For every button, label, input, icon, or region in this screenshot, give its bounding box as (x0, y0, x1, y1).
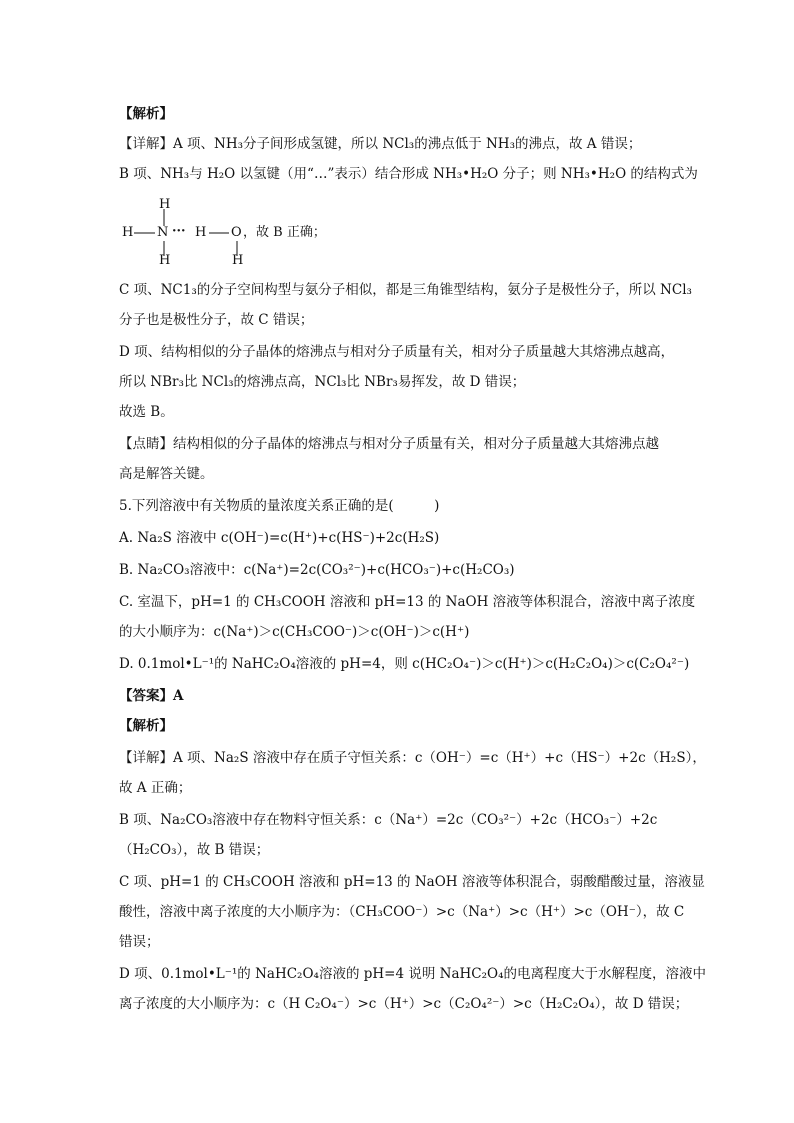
option-c-line-2: 的大小顺序为：c(Na⁺)＞c(CH₃COO⁻)＞c(OH⁻)＞c(H⁺) (119, 624, 470, 640)
detail-line-d1: D 项、结构相似的分子晶体的熔沸点与相对分子质量有关，相对分子质量越大其熔沸点越高， (119, 344, 675, 360)
section-analysis-heading: 【解析】 (119, 106, 173, 122)
answer-detail-d1: D 项、0.1mol•L⁻¹的 NaHC₂O₄溶液的 pH=4 说明 NaHC₂O₄的电离程度大于水解程度，溶液中 (119, 966, 706, 982)
detail-line-b: B 项、NH₃与 H₂O 以氢键（用“…”表示）结合形成 NH₃•H₂O 分子；则 NH₃•H₂O 的结构式为 (119, 166, 698, 182)
atom-h-top: H (159, 197, 171, 212)
answer-detail-a1: 【详解】A 项、Na₂S 溶液中存在质子守恒关系：c（OH⁻）=c（H⁺）+c（HS⁻）+2c（H₂S）， (119, 750, 706, 766)
detail-line-a: 【详解】A 项、NH₃分子间形成氢键，所以 NCl₃的沸点低于 NH₃的沸点，故 A 错误； (119, 136, 642, 152)
answer-detail-c3: 错误； (119, 934, 160, 950)
answer-detail-a2: 故 A 正确； (119, 780, 192, 796)
key-point-line-2: 高是解答关键。 (119, 466, 214, 482)
answer-line: 【答案】A (119, 688, 184, 704)
detail-line-c2: 分子也是极性分子，故 C 错误； (119, 312, 314, 328)
option-c-line-1: C. 室温下，pH=1 的 CH₃COOH 溶液和 pH=13 的 NaOH 溶液等体积混合，溶液中离子浓度 (119, 594, 696, 610)
answer-detail-c1: C 项、pH=1 的 CH₃COOH 溶液和 pH=13 的 NaOH 溶液等体积混合，弱酸醋酸过量，溶液显 (119, 874, 705, 890)
atom-h-on-o: H (232, 253, 244, 268)
option-b: B. Na₂CO₃溶液中：c(Na⁺)=2c(CO₃²⁻)+c(HCO₃⁻)+c(H₂CO₃) (119, 562, 515, 578)
structure-suffix: ，故 B 正确； (243, 225, 326, 240)
atom-o: O (231, 225, 242, 240)
atom-h-bridge: H (195, 225, 207, 240)
key-point-line-1: 【点睛】结构相似的分子晶体的熔沸点与相对分子质量有关，相对分子质量越大其熔沸点越 (119, 436, 659, 452)
question-5-stem: 5.下列溶液中有关物质的量浓度关系正确的是( ) (119, 498, 440, 514)
answer-detail-b2: （H₂CO₃），故 B 错误； (119, 842, 270, 858)
answer-detail-c2: 酸性，溶液中离子浓度的大小顺序为：（CH₃COO⁻）>c（Na⁺）>c（H⁺）>c（OH⁻），故 C (119, 904, 685, 920)
detail-line-d2: 所以 NBr₃比 NCl₃的熔沸点高，NCl₃比 NBr₃易挥发，故 D 错误； (119, 374, 526, 390)
section-analysis-heading-2: 【解析】 (119, 718, 173, 734)
answer-detail-b1: B 项、Na₂CO₃溶液中存在物料守恒关系：c（Na⁺）=2c（CO₃²⁻）+2c（HCO₃⁻）+2c (119, 812, 658, 828)
option-d: D. 0.1mol•L⁻¹的 NaHC₂O₄溶液的 pH=4，则 c(HC₂O₄⁻)＞c(H⁺)＞c(H₂C₂O₄)＞c(C₂O₄²⁻) (119, 656, 690, 672)
conclusion-line: 故选 B。 (119, 404, 174, 420)
answer-detail-d2: 离子浓度的大小顺序为：c（H C₂O₄⁻）>c（H⁺）>c（C₂O₄²⁻）>c（H₂C₂O₄），故 D 错误； (119, 996, 689, 1012)
detail-line-c1: C 项、NC1₃的分子空间构型与氨分子相似，都是三角锥型结构，氨分子是极性分子，所以 NCl₃ (119, 282, 692, 298)
atom-h-left: H (122, 225, 134, 240)
option-a: A. Na₂S 溶液中 c(OH⁻)=c(H⁺)+c(HS⁻)+2c(H₂S) (119, 530, 440, 546)
atom-h-bottom: H (159, 253, 171, 268)
hydrogen-bond-dots: ··· (172, 224, 186, 239)
nh3-h2o-structure-formula (119, 196, 379, 266)
atom-n: N (157, 225, 169, 240)
